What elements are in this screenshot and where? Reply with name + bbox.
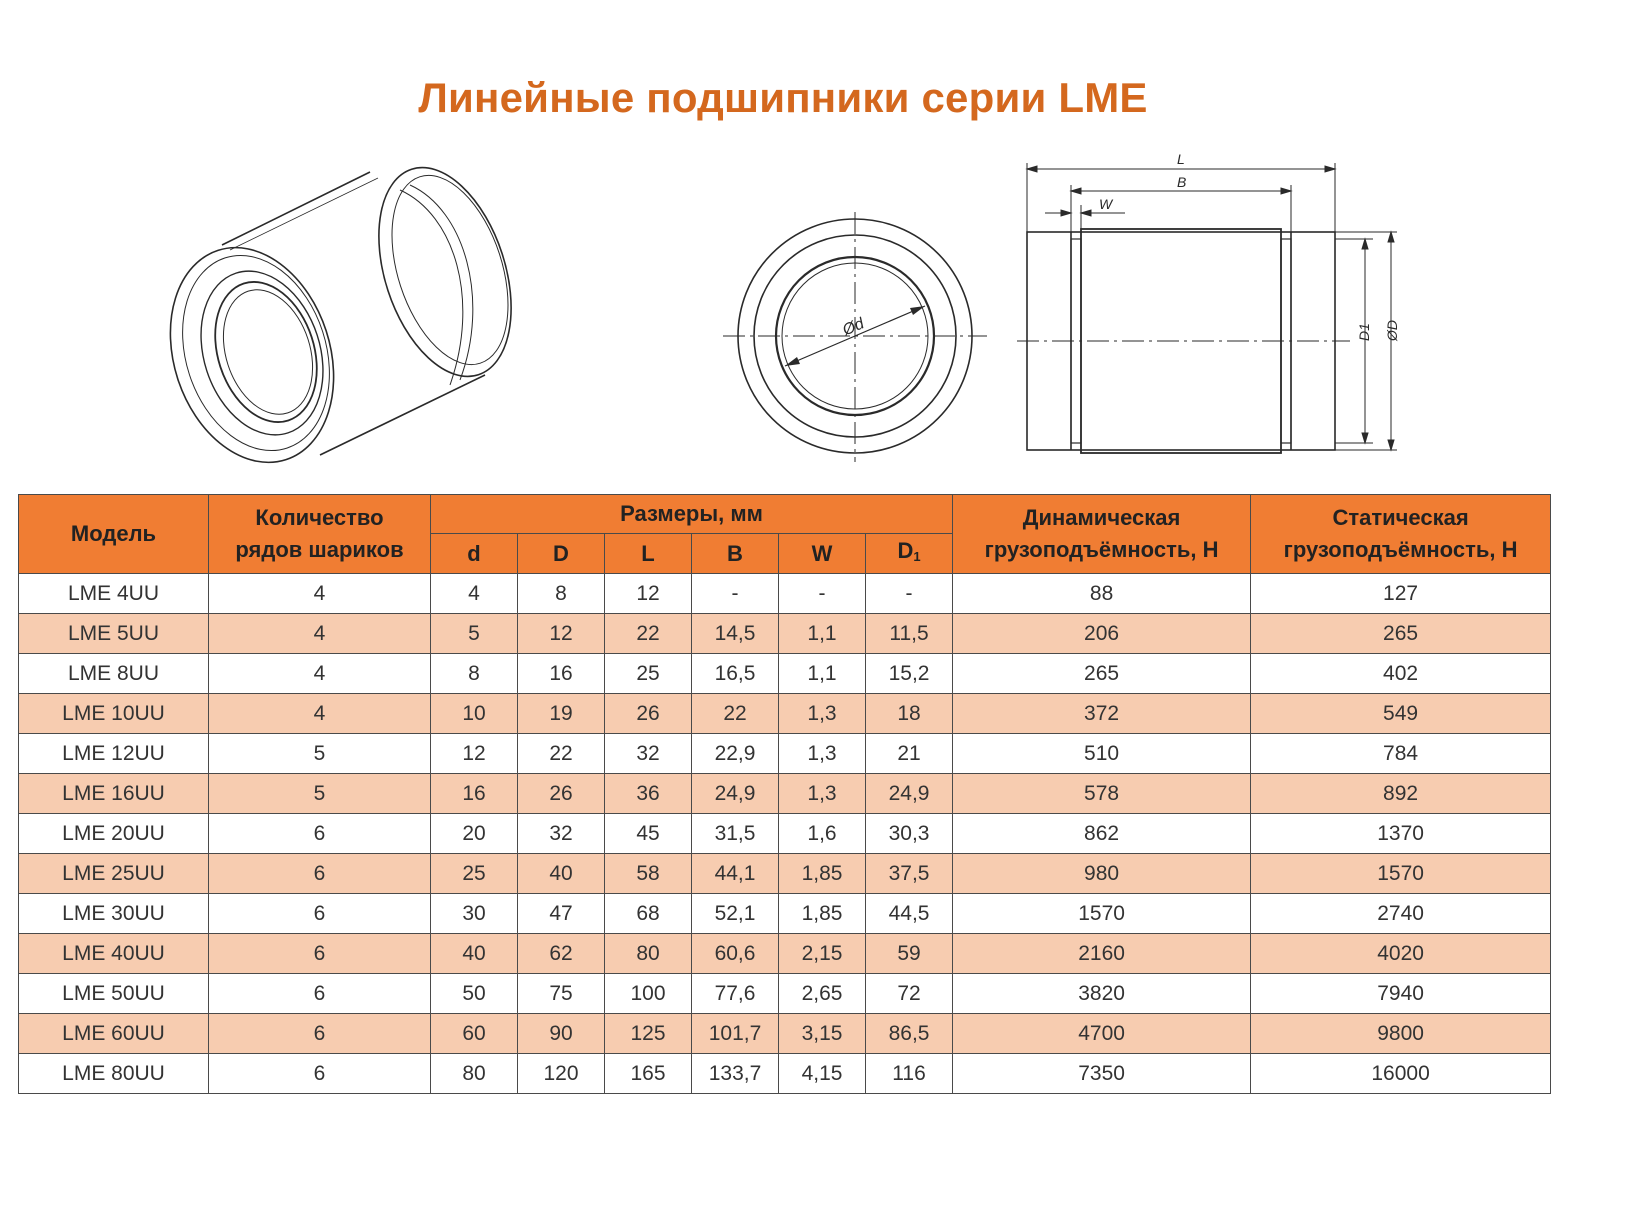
cell-L: 68 (605, 894, 692, 934)
cell-ball-rows: 6 (209, 974, 431, 1014)
cell-W: 1,1 (779, 614, 866, 654)
cell-ball-rows: 4 (209, 574, 431, 614)
cell-D1: 72 (866, 974, 953, 1014)
cell-B: 101,7 (692, 1014, 779, 1054)
cell-L: 22 (605, 614, 692, 654)
cell-W: 1,3 (779, 774, 866, 814)
cell-D: 120 (518, 1054, 605, 1094)
cell-static-load: 9800 (1251, 1014, 1551, 1054)
cell-static-load: 784 (1251, 734, 1551, 774)
cell-D: 12 (518, 614, 605, 654)
cell-dynamic-load: 3820 (953, 974, 1251, 1014)
cell-L: 125 (605, 1014, 692, 1054)
cell-d: 16 (431, 774, 518, 814)
bearing-front-view (715, 210, 995, 470)
cell-static-load: 892 (1251, 774, 1551, 814)
cell-D1: 15,2 (866, 654, 953, 694)
cell-d: 80 (431, 1054, 518, 1094)
cell-ball-rows: 4 (209, 654, 431, 694)
table-row (19, 694, 1551, 734)
header-W: W (779, 534, 866, 574)
cell-B: 60,6 (692, 934, 779, 974)
cell-d: 25 (431, 854, 518, 894)
cell-B: 31,5 (692, 814, 779, 854)
cell-d: 5 (431, 614, 518, 654)
header-B: B (692, 534, 779, 574)
cell-model: LME 50UU (19, 974, 209, 1014)
cell-static-load: 7940 (1251, 974, 1551, 1014)
cell-D1: 11,5 (866, 614, 953, 654)
table-row (19, 854, 1551, 894)
cell-ball-rows: 6 (209, 814, 431, 854)
cell-D: 62 (518, 934, 605, 974)
cell-model: LME 30UU (19, 894, 209, 934)
cell-ball-rows: 6 (209, 934, 431, 974)
diameter-D1-label: D1 (1356, 323, 1372, 341)
header-static-line1: Статическая (1332, 505, 1469, 530)
cell-dynamic-load: 88 (953, 574, 1251, 614)
cell-D: 26 (518, 774, 605, 814)
table-row (19, 1054, 1551, 1094)
cell-static-load: 265 (1251, 614, 1551, 654)
cell-d: 20 (431, 814, 518, 854)
cell-B: 24,9 (692, 774, 779, 814)
cell-model: LME 12UU (19, 734, 209, 774)
cell-D1: 30,3 (866, 814, 953, 854)
header-ball-rows-line2: рядов шариков (235, 537, 404, 562)
header-L: L (605, 534, 692, 574)
cell-L: 36 (605, 774, 692, 814)
cell-B: 77,6 (692, 974, 779, 1014)
table-row (19, 574, 1551, 614)
cell-W: 2,15 (779, 934, 866, 974)
cell-model: LME 10UU (19, 694, 209, 734)
cell-D1: 21 (866, 734, 953, 774)
cell-dynamic-load: 578 (953, 774, 1251, 814)
cell-static-load: 402 (1251, 654, 1551, 694)
cell-W: 1,6 (779, 814, 866, 854)
cell-ball-rows: 5 (209, 734, 431, 774)
cell-W: 1,3 (779, 734, 866, 774)
cell-dynamic-load: 206 (953, 614, 1251, 654)
header-D1-main: D (897, 537, 914, 563)
cell-L: 100 (605, 974, 692, 1014)
cell-model: LME 20UU (19, 814, 209, 854)
cell-L: 12 (605, 574, 692, 614)
cell-D1: 18 (866, 694, 953, 734)
cell-B: 44,1 (692, 854, 779, 894)
cell-static-load: 1370 (1251, 814, 1551, 854)
cell-ball-rows: 6 (209, 1014, 431, 1054)
cell-W: 3,15 (779, 1014, 866, 1054)
cell-L: 26 (605, 694, 692, 734)
header-D1 (866, 534, 953, 574)
cell-B: 22,9 (692, 734, 779, 774)
cell-ball-rows: 5 (209, 774, 431, 814)
cell-d: 10 (431, 694, 518, 734)
diameter-d-label: Ød (840, 315, 867, 340)
cell-dynamic-load: 1570 (953, 894, 1251, 934)
cell-D: 16 (518, 654, 605, 694)
cell-D1: 59 (866, 934, 953, 974)
cell-dynamic-load: 372 (953, 694, 1251, 734)
cell-D: 75 (518, 974, 605, 1014)
cell-D1: 24,9 (866, 774, 953, 814)
table-row (19, 974, 1551, 1014)
specifications-table (18, 494, 1551, 1094)
cell-W: 1,85 (779, 894, 866, 934)
cell-model: LME 8UU (19, 654, 209, 694)
length-B-label: B (1177, 174, 1187, 190)
header-D1-sub: 1 (913, 548, 921, 564)
table-row (19, 934, 1551, 974)
cell-model: LME 5UU (19, 614, 209, 654)
header-dimensions: Размеры, мм (431, 495, 953, 534)
bearing-3d-view (160, 150, 540, 480)
cell-d: 4 (431, 574, 518, 614)
cell-W: - (779, 574, 866, 614)
table-row (19, 814, 1551, 854)
cell-D1: 44,5 (866, 894, 953, 934)
cell-D1: 86,5 (866, 1014, 953, 1054)
cell-model: LME 40UU (19, 934, 209, 974)
cell-B: 14,5 (692, 614, 779, 654)
cell-B: - (692, 574, 779, 614)
cell-static-load: 2740 (1251, 894, 1551, 934)
cell-B: 133,7 (692, 1054, 779, 1094)
header-dynamic-load (953, 495, 1251, 574)
header-ball-rows (209, 495, 431, 574)
header-D: D (518, 534, 605, 574)
table-row (19, 614, 1551, 654)
cell-d: 30 (431, 894, 518, 934)
cell-static-load: 127 (1251, 574, 1551, 614)
header-d: d (431, 534, 518, 574)
cell-W: 1,3 (779, 694, 866, 734)
cell-model: LME 60UU (19, 1014, 209, 1054)
table-row (19, 654, 1551, 694)
cell-W: 1,85 (779, 854, 866, 894)
table-row (19, 734, 1551, 774)
bearing-side-view (1005, 145, 1425, 470)
cell-model: LME 80UU (19, 1054, 209, 1094)
cell-D1: - (866, 574, 953, 614)
cell-D: 47 (518, 894, 605, 934)
cell-ball-rows: 4 (209, 694, 431, 734)
cell-D: 8 (518, 574, 605, 614)
length-L-label: L (1177, 151, 1185, 167)
cell-d: 50 (431, 974, 518, 1014)
cell-D1: 37,5 (866, 854, 953, 894)
cell-D: 40 (518, 854, 605, 894)
cell-D: 32 (518, 814, 605, 854)
cell-L: 45 (605, 814, 692, 854)
cell-W: 4,15 (779, 1054, 866, 1094)
cell-model: LME 16UU (19, 774, 209, 814)
cell-dynamic-load: 265 (953, 654, 1251, 694)
cell-static-load: 1570 (1251, 854, 1551, 894)
cell-dynamic-load: 4700 (953, 1014, 1251, 1054)
cell-static-load: 16000 (1251, 1054, 1551, 1094)
cell-L: 58 (605, 854, 692, 894)
header-static-line2: грузоподъёмность, Н (1283, 537, 1518, 562)
table-row (19, 894, 1551, 934)
header-ball-rows-line1: Количество (255, 505, 384, 530)
cell-static-load: 549 (1251, 694, 1551, 734)
table-row (19, 1014, 1551, 1054)
table-row (19, 774, 1551, 814)
cell-dynamic-load: 980 (953, 854, 1251, 894)
cell-dynamic-load: 510 (953, 734, 1251, 774)
header-static-load (1251, 495, 1551, 574)
cell-L: 165 (605, 1054, 692, 1094)
cell-dynamic-load: 7350 (953, 1054, 1251, 1094)
cell-W: 1,1 (779, 654, 866, 694)
cell-ball-rows: 6 (209, 894, 431, 934)
diameter-D-label: ØD (1384, 320, 1400, 341)
cell-ball-rows: 4 (209, 614, 431, 654)
cell-d: 8 (431, 654, 518, 694)
cell-W: 2,65 (779, 974, 866, 1014)
header-dynamic-line2: грузоподъёмность, Н (984, 537, 1219, 562)
cell-L: 80 (605, 934, 692, 974)
header-dynamic-line1: Динамическая (1022, 505, 1181, 530)
cell-L: 25 (605, 654, 692, 694)
table-body (19, 574, 1551, 1094)
cell-static-load: 4020 (1251, 934, 1551, 974)
cell-D: 19 (518, 694, 605, 734)
cell-d: 40 (431, 934, 518, 974)
page-title: Линейные подшипники серии LME (418, 74, 1148, 121)
cell-model: LME 4UU (19, 574, 209, 614)
cell-D: 90 (518, 1014, 605, 1054)
cell-dynamic-load: 862 (953, 814, 1251, 854)
header-model: Модель (19, 495, 209, 574)
cell-dynamic-load: 2160 (953, 934, 1251, 974)
cell-B: 16,5 (692, 654, 779, 694)
cell-ball-rows: 6 (209, 1054, 431, 1094)
cell-L: 32 (605, 734, 692, 774)
cell-d: 60 (431, 1014, 518, 1054)
cell-B: 52,1 (692, 894, 779, 934)
cell-d: 12 (431, 734, 518, 774)
cell-ball-rows: 6 (209, 854, 431, 894)
cell-model: LME 25UU (19, 854, 209, 894)
width-W-label: W (1099, 196, 1113, 212)
cell-D: 22 (518, 734, 605, 774)
cell-B: 22 (692, 694, 779, 734)
cell-D1: 116 (866, 1054, 953, 1094)
